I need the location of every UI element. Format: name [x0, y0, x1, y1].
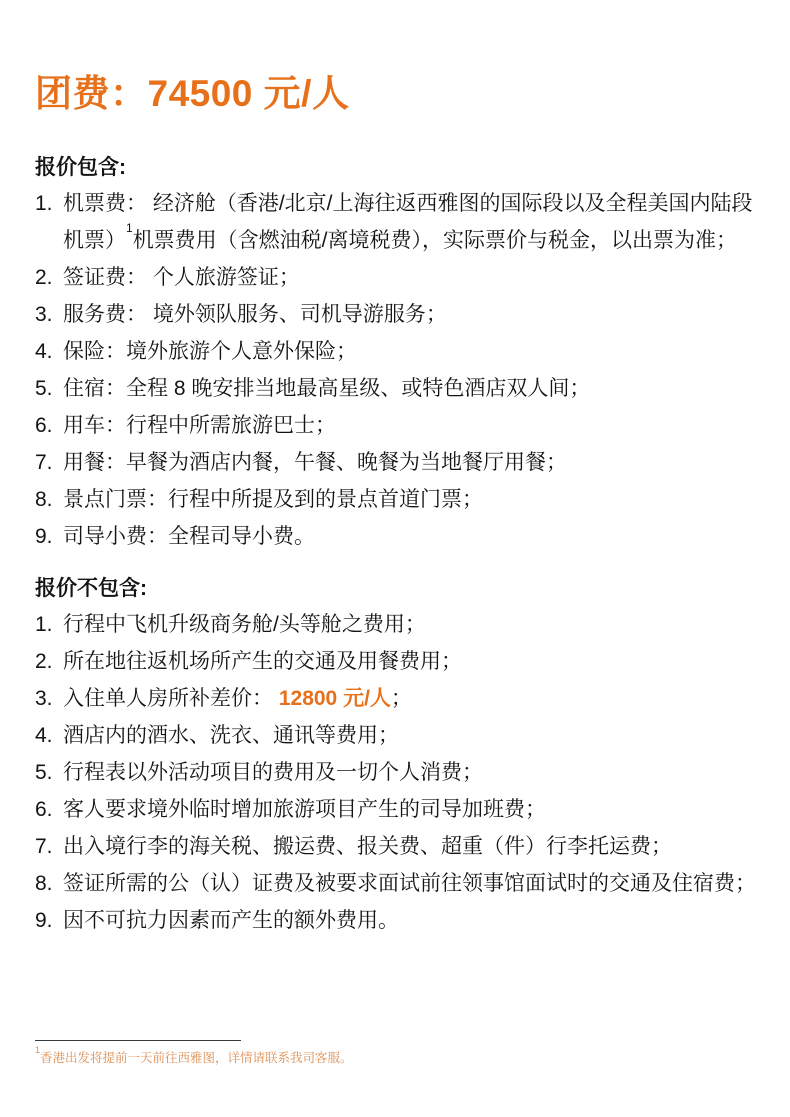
list-item [35, 296, 770, 333]
item-number: 6. [35, 414, 53, 437]
list-item [35, 481, 770, 518]
list-item [35, 407, 770, 444]
item-number: 2. [35, 650, 53, 673]
list-item [35, 259, 770, 296]
item-text-line2-post: 机票费用（含燃油税/离境税费），实际票价与税金，以出票为准； [132, 229, 738, 252]
item-text-suffix: ； [390, 687, 412, 710]
item-number: 4. [35, 340, 53, 363]
item-number: 7. [35, 451, 53, 474]
page-title: 团费：74500 元/人 [35, 73, 350, 114]
item-number: 4. [35, 724, 53, 747]
item-text-line1: 机票费： 经济舱（香港/北京/上海往返西雅图的国际段以及全程美国内陆段 [63, 192, 753, 215]
list-item [35, 902, 770, 939]
section-heading-not-included: 报价不包含: [35, 577, 147, 600]
list-item [35, 333, 770, 370]
list-item [35, 185, 770, 259]
item-number: 3. [35, 303, 53, 326]
list-item [35, 754, 770, 791]
item-text: 保险：境外旅游个人意外保险； [63, 340, 357, 363]
item-text: 用车：行程中所需旅游巴士； [63, 414, 336, 437]
item-text: 景点门票：行程中所提及到的景点首道门票； [63, 488, 483, 511]
item-text-line2-pre: 机票） [63, 229, 126, 252]
list-item [35, 370, 770, 407]
item-number: 8. [35, 488, 53, 511]
item-number: 3. [35, 687, 53, 710]
item-number: 9. [35, 525, 53, 548]
item-text: 签证所需的公（认）证费及被要求面试前往领事馆面试时的交通及住宿费； [63, 872, 756, 895]
item-number: 2. [35, 266, 53, 289]
item-text: 酒店内的酒水、洗衣、通讯等费用； [63, 724, 399, 747]
item-text: 出入境行李的海关税、搬运费、报关费、超重（件）行李托运费； [63, 835, 672, 858]
footnote-marker: 1 [126, 221, 133, 235]
item-text-prefix: 入住单人房所补差价： [63, 687, 279, 710]
item-number: 8. [35, 872, 53, 895]
footnote-divider [35, 1040, 241, 1041]
item-text: 因不可抗力因素而产生的额外费用。 [63, 909, 399, 932]
item-number: 1. [35, 192, 53, 215]
not-included-list [35, 606, 770, 939]
item-text: 签证费： 个人旅游签证； [63, 266, 300, 289]
item-text: 服务费： 境外领队服务、司机导游服务； [63, 303, 447, 326]
footnote [35, 1040, 735, 1066]
item-number: 5. [35, 761, 53, 784]
price-highlight: 12800 元/人 [278, 687, 391, 710]
item-text: 行程表以外活动项目的费用及一切个人消费； [63, 761, 483, 784]
item-text: 住宿：全程 8 晚安排当地最高星级、或特色酒店双人间； [63, 377, 591, 400]
section-heading-included: 报价包含: [35, 156, 126, 179]
item-number: 5. [35, 377, 53, 400]
list-item [35, 643, 770, 680]
item-number: 9. [35, 909, 53, 932]
list-item [35, 606, 770, 643]
item-text: 用餐：早餐为酒店内餐，午餐、晚餐为当地餐厅用餐； [63, 451, 567, 474]
list-item [35, 680, 770, 717]
item-text: 客人要求境外临时增加旅游项目产生的司导加班费； [63, 798, 546, 821]
item-text: 所在地往返机场所产生的交通及用餐费用； [63, 650, 462, 673]
item-text [63, 185, 770, 259]
included-list [35, 185, 770, 555]
list-item [35, 444, 770, 481]
list-item [35, 518, 770, 555]
item-number: 7. [35, 835, 53, 858]
footnote-marker: 1 [35, 1044, 41, 1055]
item-text [63, 680, 770, 717]
item-text: 行程中飞机升级商务舱/头等舱之费用； [63, 613, 426, 636]
list-item [35, 865, 770, 902]
item-number: 6. [35, 798, 53, 821]
footnote-text-body: 香港出发将提前一天前往西雅图，详情请联系我司客服。 [40, 1051, 353, 1065]
footnote-text [35, 1044, 735, 1066]
item-number: 1. [35, 613, 53, 636]
list-item [35, 717, 770, 754]
list-item [35, 791, 770, 828]
list-item [35, 828, 770, 865]
item-text: 司导小费：全程司导小费。 [63, 525, 315, 548]
